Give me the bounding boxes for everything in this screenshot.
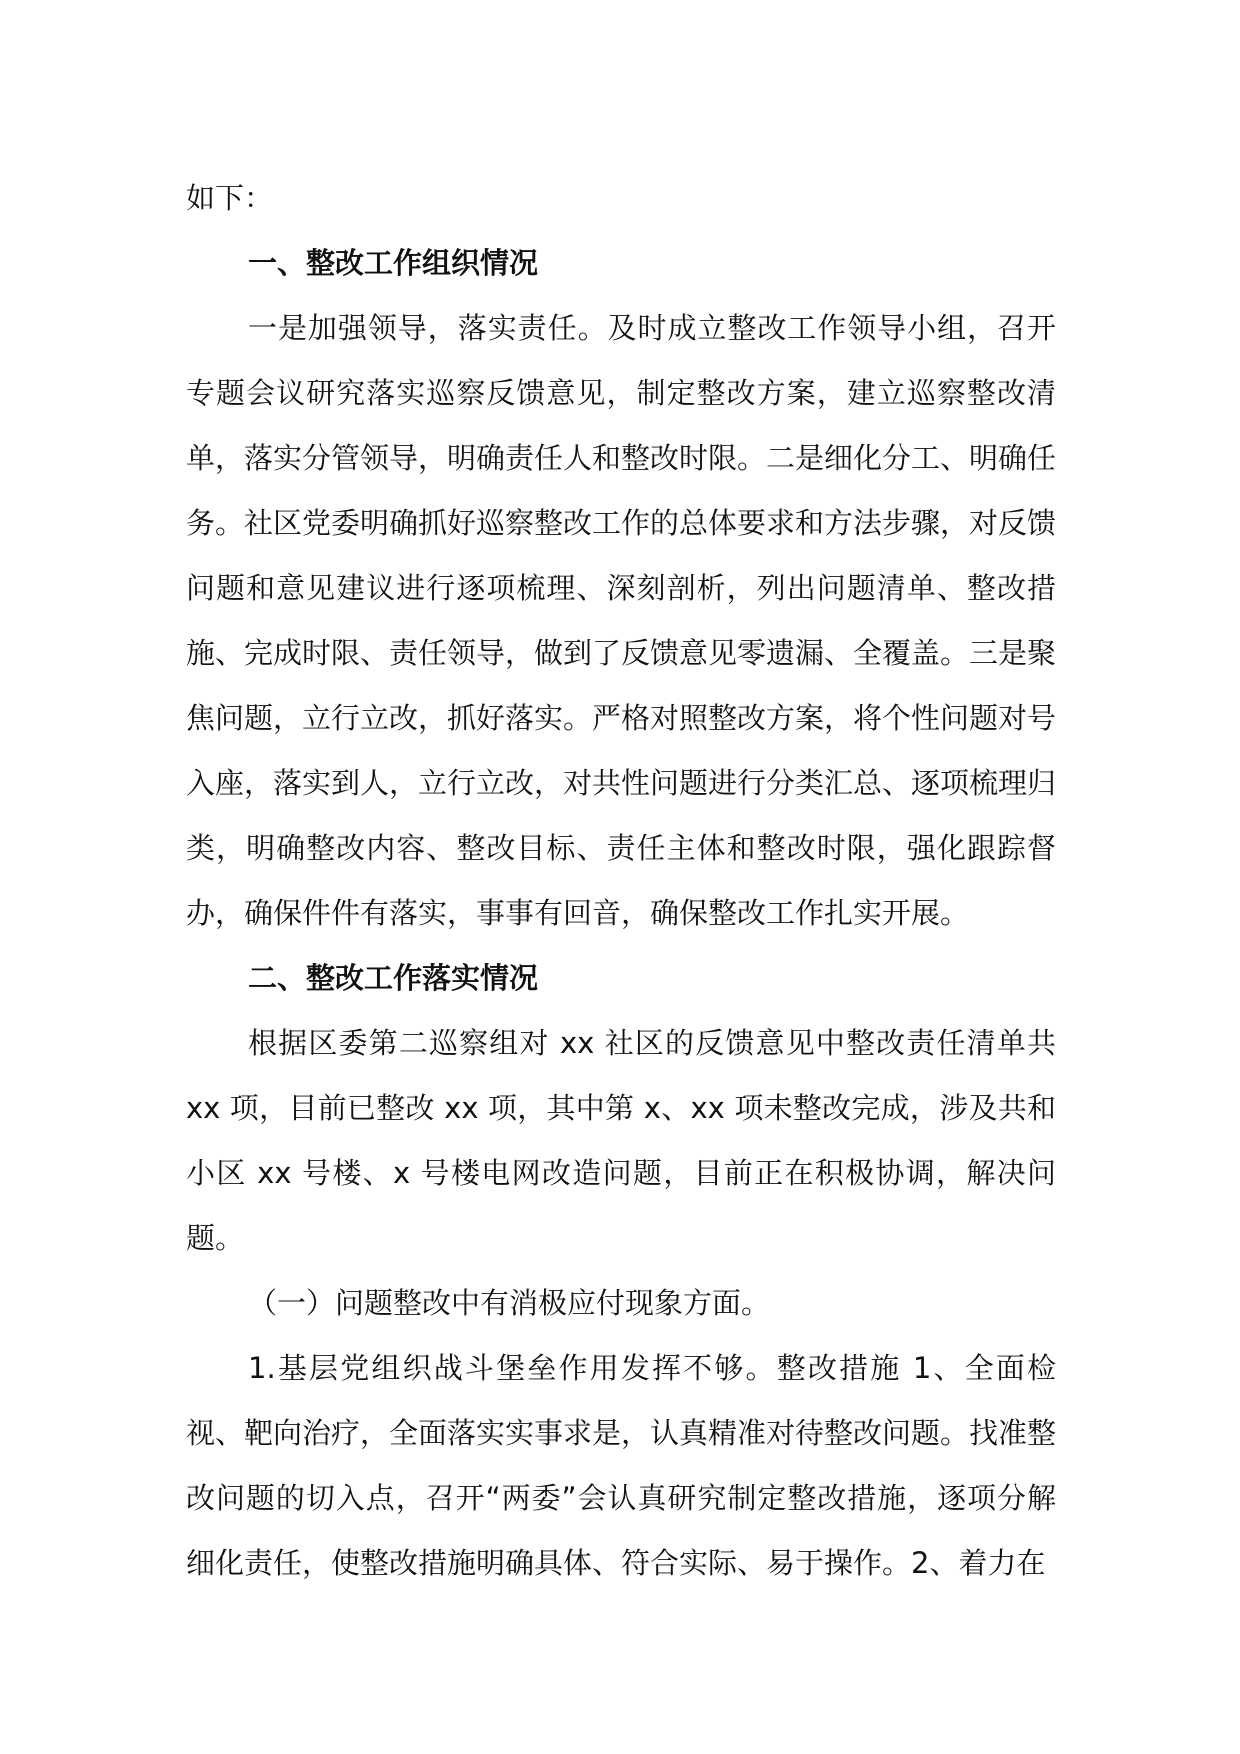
document-body <box>186 166 1056 1596</box>
continuation-line: 如下： <box>186 181 274 215</box>
paragraph-item-1: 1.基层党组织战斗堡垒作用发挥不够。整改措施 1、全面检视、靶向治疗，全面落实实事求是，认真精准对待整改问题。找准整改问题的切入点，召开“两委”会认真研究制定整改措施，逐项分解细化责任，使整改措施明确具体、符合实际、易于操作。2、着力在 <box>186 1351 1057 1580</box>
subsection-heading-1: （一）问题整改中有消极应付现象方面。 <box>248 1286 771 1320</box>
paragraph-organization: 一是加强领导，落实责任。及时成立整改工作领导小组，召开专题会议研究落实巡察反馈意见，制定整改方案，建立巡察整改清单，落实分管领导，明确责任人和整改时限。二是细化分工、明确任务。社区党委明确抓好巡察整改工作的总体要求和方法步骤，对反馈问题和意见建议进行逐项梳理、深刻剖析，列出问题清单、整改措施、完成时限、责任领导，做到了反馈意见零遗漏、全覆盖。三是聚焦问题，立行立改，抓好落实。严格对照整改方案，将个性问题对号入座，落实到人，立行立改，对共性问题进行分类汇总、逐项梳理归类，明确整改内容、整改目标、责任主体和整改时限，强化跟踪督办，确保件件有落实，事事有回音，确保整改工作扎实开展。 <box>186 311 1057 930</box>
section-heading-1: 一、整改工作组织情况 <box>248 246 539 280</box>
section-heading-2: 二、整改工作落实情况 <box>248 961 539 995</box>
paragraph-implementation: 根据区委第二巡察组对 xx 社区的反馈意见中整改责任清单共 xx 项，目前已整改 xx 项，其中第 x、xx 项未整改完成，涉及共和小区 xx 号楼、x 号楼电网改造问题，目前正在积极协调，解决问题。 <box>186 1026 1056 1255</box>
